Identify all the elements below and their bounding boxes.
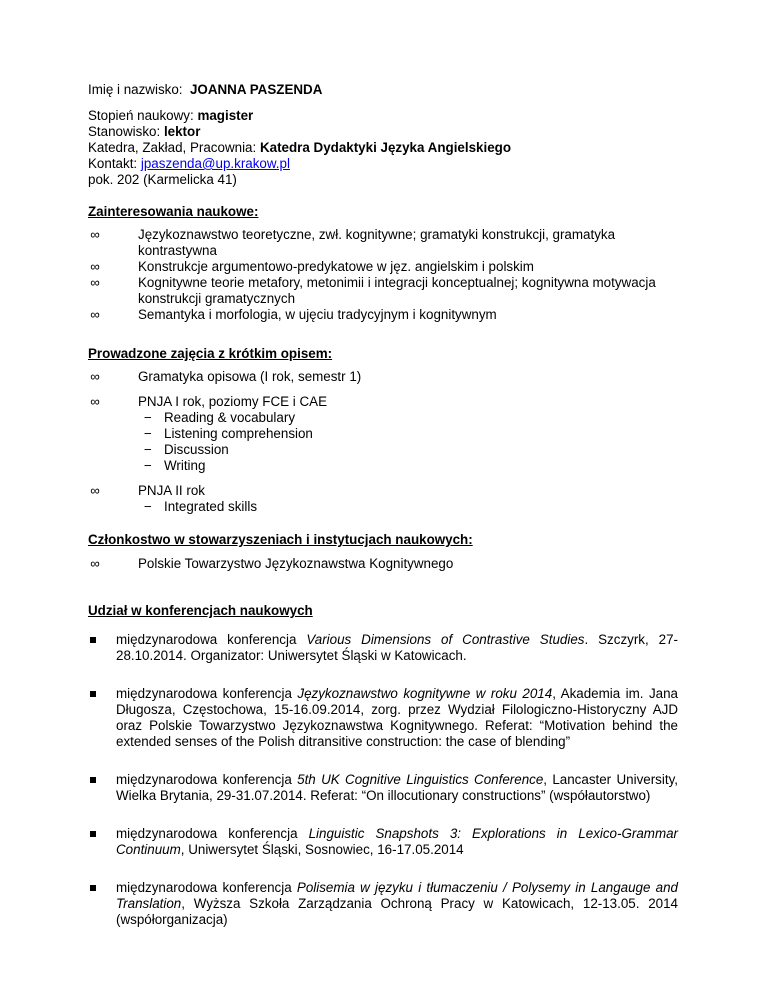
infinity-bullet-icon: ∞ [90,556,100,571]
name-value: JOANNA PASZENDA [189,82,323,97]
degree-line [88,108,511,124]
conference-title: Various Dimensions of Contrastive Studies [306,632,585,647]
conferences-heading: Udział w konferencjach naukowych [88,603,313,618]
infinity-bullet-icon: ∞ [90,275,100,290]
contact-line [88,156,511,172]
conference-title: Językoznawstwo kognitywne w roku 2014 [297,686,553,701]
interest-text: Konstrukcje argumentowo-predykatowe w jęz. angielskim i polskim [138,259,534,274]
dash-bullet-icon: − [144,442,152,457]
class-text: PNJA II rok [138,483,205,498]
contact-label: Kontakt: [88,156,138,171]
infinity-bullet-icon: ∞ [90,369,100,384]
degree-value: magister [197,108,254,123]
dash-bullet-icon: − [144,499,152,514]
conference-post: , Lancaster University, Wielka Brytania, 29-31.07.2014. Referat: “On illocutionary constructions” (współautorstwo) [116,772,678,803]
sub-item [138,458,678,474]
conference-pre: międzynarodowa konferencja [116,880,297,895]
conference-title: 5th UK Cognitive Linguistics Conference [297,772,544,787]
infinity-bullet-icon: ∞ [90,394,100,409]
list-item [88,227,678,259]
dept-line [88,140,511,156]
position-label: Stanowisko: [88,124,161,139]
conference-item [88,826,678,858]
square-bullet-icon [90,831,96,837]
list-item [88,556,678,572]
infinity-bullet-icon: ∞ [90,307,100,322]
sub-item [138,426,678,442]
dept-label: Katedra, Zakład, Pracownia: [88,140,257,155]
list-item [88,307,678,323]
classes-list-1 [88,369,678,385]
dash-bullet-icon: − [144,458,152,473]
conference-pre: międzynarodowa konferencja [116,686,298,701]
square-bullet-icon [90,777,96,783]
conference-post: . Szczyrk, 27-28.10.2014. Organizator: Uniwersytet Śląski w Katowicach. [116,632,678,663]
list-item [88,394,678,474]
interest-text: Semantyka i morfologia, w ujęciu tradycyjnym i kognitywnym [138,307,497,322]
dash-bullet-icon: − [144,426,152,441]
position-line [88,124,511,140]
interests-list [88,227,678,323]
list-item [88,369,678,385]
dash-bullet-icon: − [144,410,152,425]
dept-value: Katedra Dydaktyki Języka Angielskiego [259,140,512,155]
info-block [88,108,511,188]
conference-post: , Uniwersytet Śląski, Sosnowiec, 16-17.05.2014 [180,842,464,857]
classes-list-2 [88,394,678,474]
sub-text: Listening comprehension [164,426,313,441]
name-label: Imię i nazwisko: [88,82,183,97]
list-item [88,483,678,515]
square-bullet-icon [90,691,96,697]
name-line [88,82,322,98]
interest-text: Językoznawstwo teoretyczne, zwł. kognitywne; gramatyki konstrukcji, gramatyka kontrastywna [138,227,616,258]
infinity-bullet-icon: ∞ [90,259,100,274]
conference-item [88,880,678,928]
classes-heading: Prowadzone zajęcia z krótkim opisem: [88,346,333,361]
degree-label: Stopień naukowy: [88,108,194,123]
email-link[interactable]: jpaszenda@up.krakow.pl [140,156,290,171]
conference-title: Polisemia w języku i tłumaczeniu / Polysemy in Langauge and Translation [116,880,679,911]
conference-pre: międzynarodowa konferencja [116,826,309,841]
sub-item [138,499,678,515]
sub-text: Reading & vocabulary [164,410,296,425]
sub-list [138,499,678,515]
infinity-bullet-icon: ∞ [90,483,100,498]
room-line: pok. 202 (Karmelicka 41) [88,172,237,187]
conference-pre: międzynarodowa konferencja [116,772,298,787]
conference-item [88,632,678,664]
membership-heading: Członkostwo w stowarzyszeniach i instytucjach naukowych: [88,532,473,547]
sub-text: Writing [164,458,206,473]
conference-pre: międzynarodowa konferencja [116,632,307,647]
conference-item [88,772,678,804]
sub-item [138,442,678,458]
sub-item [138,410,678,426]
sub-list [138,410,678,474]
sub-text: Discussion [164,442,229,457]
class-text: Gramatyka opisowa (I rok, semestr 1) [138,369,362,384]
conference-title: Linguistic Snapshots 3: Explorations in Lexico-Grammar Continuum [116,826,678,857]
list-item [88,259,678,275]
list-item [88,275,678,307]
conference-post: , Wyższa Szkoła Zarządzania Ochroną Pracy w Katowicach, 12-13.05. 2014 (współorganizacja) [116,896,678,927]
position-value: lektor [163,124,201,139]
infinity-bullet-icon: ∞ [90,227,100,242]
interests-heading: Zainteresowania naukowe: [88,204,259,219]
conference-post: , Akademia im. Jana Długosza, Częstochowa, 15-16.09.2014, zorg. przez Wydział Filologiczno-Historyczny AJD oraz Polskie Towarzystwo Językoznawstwa Kognitywnego. Referat: “Motivation behind the extended senses of the Polish ditransitive construction: the case of blending” [116,686,678,749]
classes-list-3 [88,483,678,515]
conferences-list [88,632,678,928]
membership-text: Polskie Towarzystwo Językoznawstwa Kognitywnego [138,556,454,571]
square-bullet-icon [90,637,96,643]
conference-item [88,686,678,750]
class-text: PNJA I rok, poziomy FCE i CAE [138,394,328,409]
interest-text: Kognitywne teorie metafory, metonimii i integracji konceptualnej; kognitywna motywacja konstrukcji gramatycznych [138,275,656,306]
membership-list [88,556,678,572]
square-bullet-icon [90,885,96,891]
sub-text: Integrated skills [164,499,258,514]
